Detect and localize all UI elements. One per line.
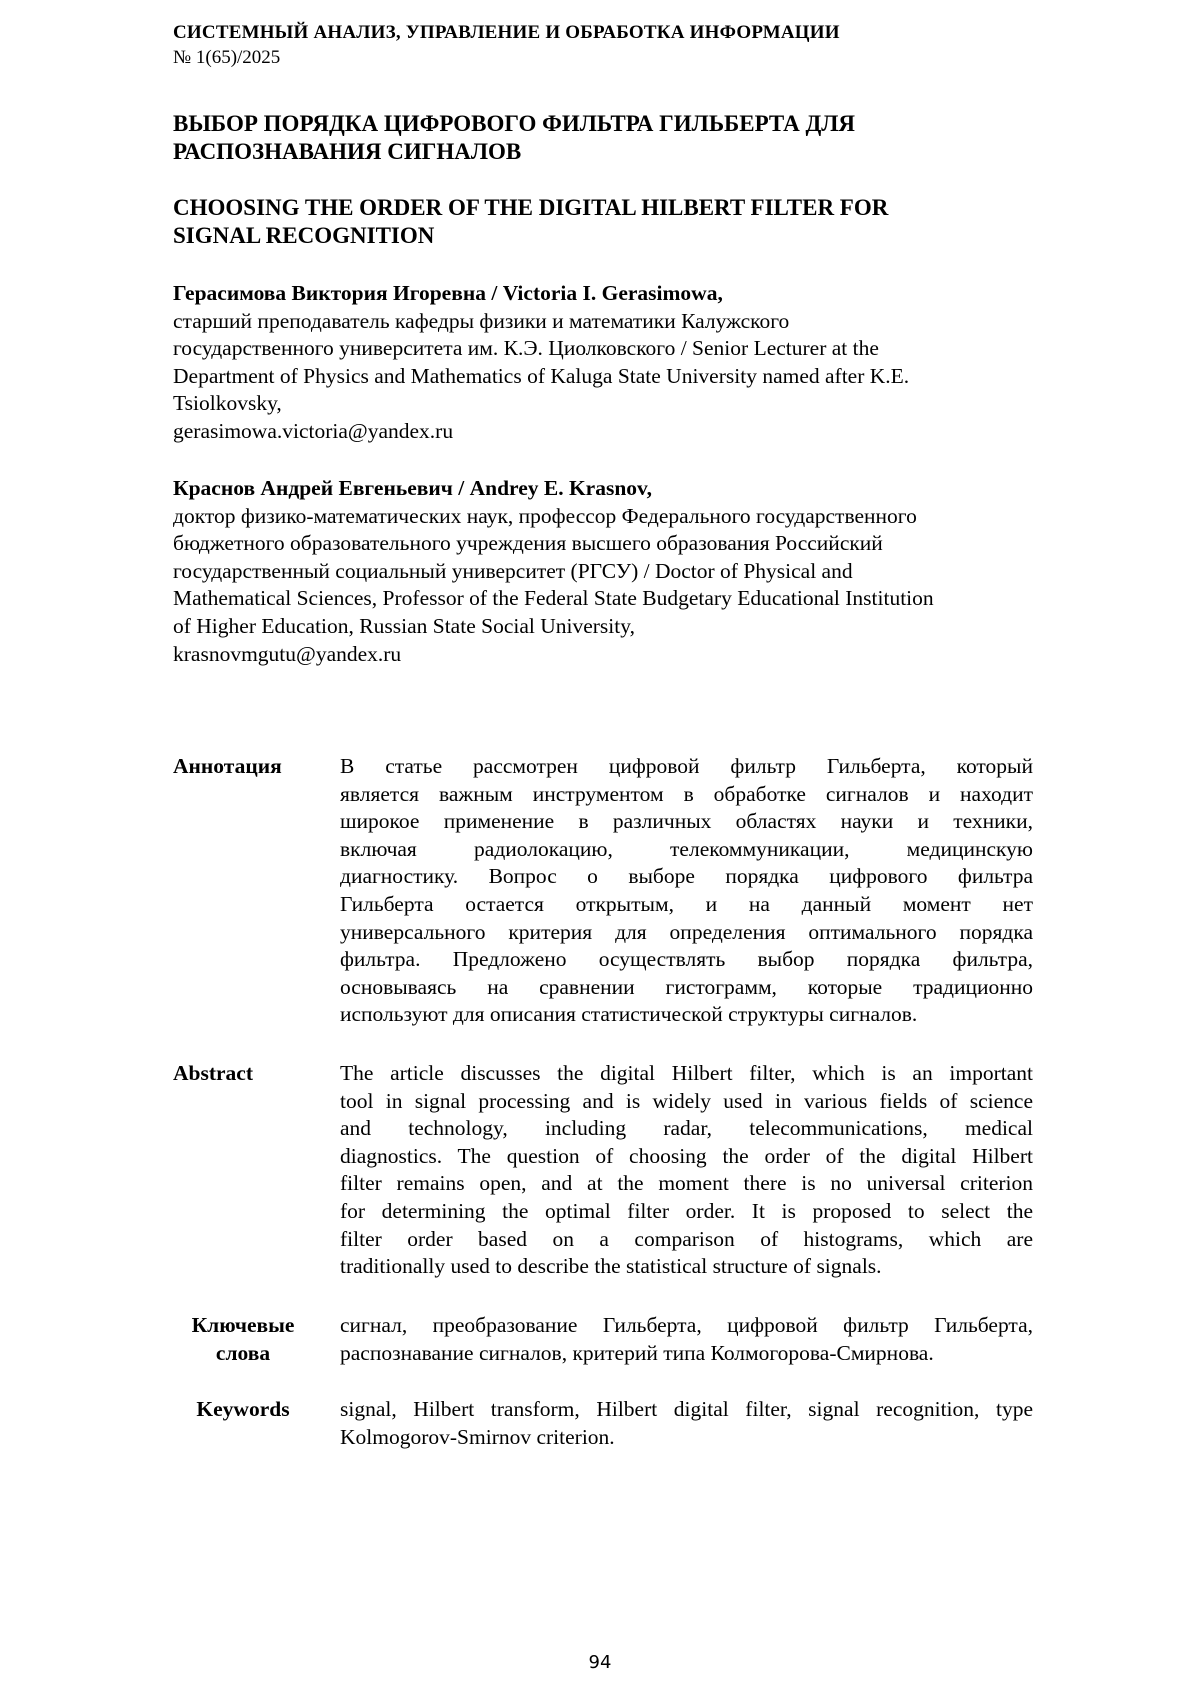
author-affiliation-line: of Higher Education, Russian State Social University, [173, 613, 635, 638]
journal-issue: № 1(65)/2025 [173, 47, 281, 68]
author-affiliation-line: Tsiolkovsky, [173, 391, 282, 416]
keywords-russian-label-line: Ключевые [191, 1313, 295, 1337]
keywords-english-text [340, 1396, 1033, 1451]
title-english-line: CHOOSING THE ORDER OF THE DIGITAL HILBERT FILTER FOR [173, 195, 889, 220]
annotation-line: широкое применение в различных областях науки и техники, [340, 809, 1033, 834]
annotation-line: фильтра. Предложено осуществлять выбор порядка фильтра, [340, 947, 1033, 972]
annotation-line: В статье рассмотрен цифровой фильтр Гильберта, который [340, 754, 1033, 778]
keywords-russian-line: сигнал, преобразование Гильберта, цифровой фильтр Гильберта, [340, 1313, 1033, 1337]
keywords-english-label: Keywords [196, 1397, 290, 1421]
abstract-line: for determining the optimal filter order. It is proposed to select the [340, 1198, 1033, 1223]
abstract-line: filter order based on a comparison of histograms, which are [340, 1226, 1033, 1251]
annotation-line: является важным инструментом в обработке сигналов и находит [340, 781, 1033, 806]
title-english-line: SIGNAL RECOGNITION [173, 223, 435, 248]
keywords-english-line: signal, Hilbert transform, Hilbert digital filter, signal recognition, type [340, 1397, 1033, 1421]
title-russian [173, 110, 1053, 166]
author-affiliation-line: государственного университета им. К.Э. Циолковского / Senior Lecturer at the [173, 336, 879, 361]
title-russian-line: РАСПОЗНАВАНИЯ СИГНАЛОВ [173, 139, 522, 164]
author-email: gerasimowa.victoria@yandex.ru [173, 418, 454, 443]
keywords-russian-line: распознавание сигналов, критерий типа Колмогорова-Смирнова. [340, 1340, 934, 1365]
abstract-line: diagnostics. The question of choosing the order of the digital Hilbert [340, 1143, 1033, 1168]
keywords-russian-text [340, 1312, 1033, 1367]
annotation-line: используют для описания статистической структуры сигналов. [340, 1002, 918, 1027]
annotation-text [340, 753, 1033, 1029]
abstract-line: tool in signal processing and is widely used in various fields of science [340, 1088, 1033, 1113]
annotation-line: основываясь на сравнении гистограмм, которые традиционно [340, 974, 1033, 999]
keywords-english-line: Kolmogorov-Smirnov criterion. [340, 1424, 615, 1449]
title-russian-line: ВЫБОР ПОРЯДКА ЦИФРОВОГО ФИЛЬТРА ГИЛЬБЕРТА ДЛЯ [173, 111, 856, 136]
abstract-line: and technology, including radar, telecommunications, medical [340, 1116, 1033, 1141]
annotation-label: Аннотация [173, 754, 282, 778]
annotation-line: включая радиолокацию, телекоммуникации, медицинскую [340, 836, 1033, 861]
author-affiliation-line: Department of Physics and Mathematics of Kaluga State University named after K.E. [173, 363, 910, 388]
journal-name: СИСТЕМНЫЙ АНАЛИЗ, УПРАВЛЕНИЕ И ОБРАБОТКА ИНФОРМАЦИИ [173, 22, 840, 43]
annotation-line: диагностику. Вопрос о выборе порядка цифрового фильтра [340, 864, 1033, 889]
abstract-label: Abstract [173, 1061, 254, 1085]
keywords-russian-label [173, 1312, 313, 1367]
annotation-line: Гильберта остается открытым, и на данный момент нет [340, 891, 1033, 916]
abstract-line: The article discusses the digital Hilbert filter, which is an important [340, 1061, 1033, 1085]
author-affiliation-line: старший преподаватель кафедры физики и математики Калужского [173, 308, 790, 333]
author-block-gerasimowa [173, 280, 1053, 446]
abstract-line: filter remains open, and at the moment there is no universal criterion [340, 1171, 1033, 1196]
author-affiliation-line: государственный социальный университет (РГСУ) / Doctor of Physical and [173, 558, 853, 583]
author-name: Герасимова Виктория Игоревна / Victoria I. Gerasimowa, [173, 281, 723, 305]
author-email: krasnovmgutu@yandex.ru [173, 641, 402, 666]
author-affiliation-line: Mathematical Sciences, Professor of the Federal State Budgetary Educational Institution [173, 586, 934, 611]
author-affiliation-line: доктор физико-математических наук, профессор Федерального государственного [173, 503, 917, 528]
author-name: Краснов Андрей Евгеньевич / Andrey E. Krasnov, [173, 476, 652, 500]
abstract-line: traditionally used to describe the statistical structure of signals. [340, 1254, 882, 1279]
author-block-krasnov [173, 475, 1053, 668]
annotation-line: универсального критерия для определения оптимального порядка [340, 919, 1033, 944]
title-english [173, 194, 1053, 250]
author-affiliation-line: бюджетного образовательного учреждения высшего образования Российский [173, 531, 883, 556]
page-number: 94 [588, 1652, 612, 1673]
keywords-russian-label-line: слова [215, 1340, 271, 1365]
abstract-text [340, 1060, 1033, 1281]
